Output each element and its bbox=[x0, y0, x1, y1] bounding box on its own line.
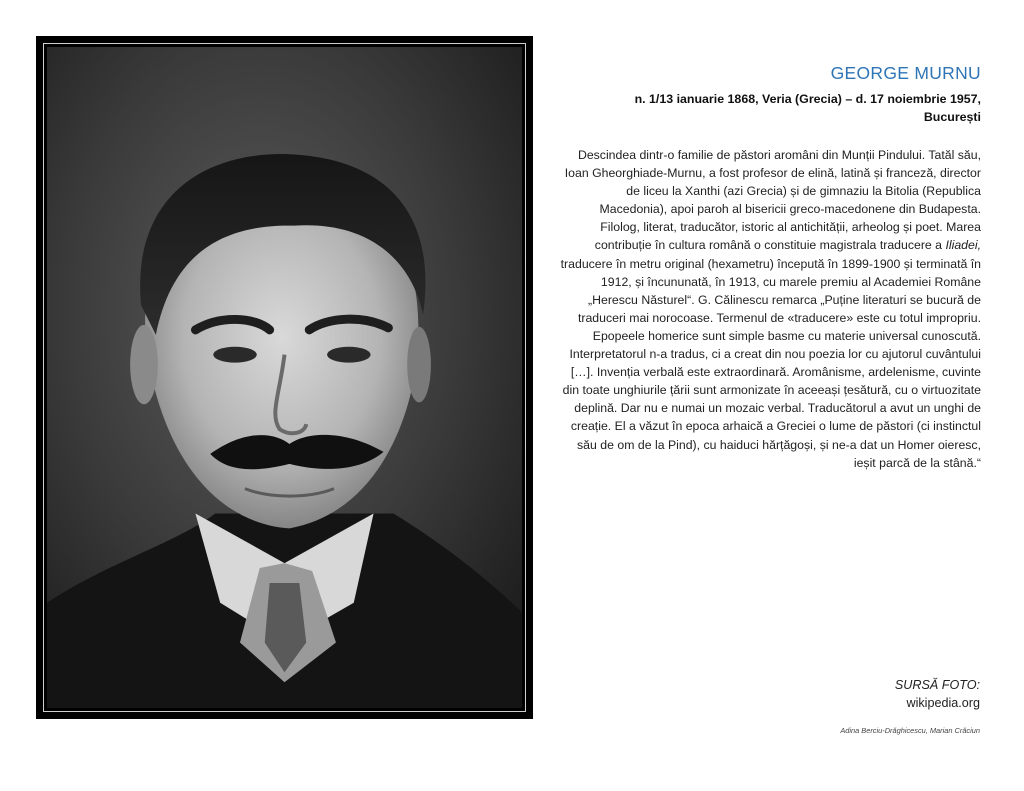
biography-column bbox=[560, 62, 981, 472]
photo-source bbox=[895, 676, 980, 712]
biography-italic-title: Iliadei, bbox=[945, 238, 981, 253]
photo-source-value: wikipedia.org bbox=[906, 696, 980, 710]
photo-source-label: SURSĂ FOTO: bbox=[894, 678, 980, 692]
person-dates bbox=[560, 90, 981, 126]
portrait-photo-frame bbox=[36, 36, 533, 719]
portrait-photo bbox=[43, 43, 526, 712]
portrait-illustration bbox=[47, 47, 522, 708]
person-name: GEORGE MURNU bbox=[830, 63, 981, 83]
dates-line-2: București bbox=[923, 110, 981, 124]
biography-part-2: traducere în metru original (hexametru) începută în 1899-1900 și terminată în 1912, și încununată, în 1913, cu marele premiu al Academiei Române „Herescu Năsturel“. G. Călinescu remarca „Puține literaturi se bucură de traduceri mai norocoase. Termenul de «traducere» este cu totul impropriu. Epopeele homerice sunt simple basme cu materie universal cunoscută. Interpretatorul n-a tradus, ci a creat din nou poezia lor cu ajutorul cuvântului […]. Invenția verbală este extraordinară. Aromânisme, ardelenisme, cuvinte din toate unghiurile țării sunt armonizate în aceeași țesătură, cu o virtuozitate deplină. Dar nu e numai un mozaic verbal. Traducătorul a avut un unghi de creație. El a văzut în epoca arhaică a Greciei o lume de păstori (ci instinctul său de om de la Pind), cu haiduci hărțăgoși, și ne-a dat un Homer oieresc, ieșit parcă de la stână.“ bbox=[560, 256, 981, 470]
biography-part-1: Descindea dintr-o familie de păstori aromâni din Munții Pindului. Tatăl său, Ioan Gheorghiade-Murnu, a fost profesor de elină, latină și franceză, director de liceu la Xanthi (azi Grecia) și de gimnaziu la Bitolia (Republica Macedonia), apoi paroh al bisericii greco-macedonene din Budapesta. Filolog, literat, traducător, istoric al antichității, arheolog și poet. Marea contribuție în cultura română o constituie magistrala traducere a bbox=[564, 148, 981, 253]
dates-line-1: n. 1/13 ianuarie 1868, Veria (Grecia) – d. 17 noiembrie 1957, bbox=[634, 92, 981, 106]
biography-text bbox=[560, 146, 981, 472]
author-credits: Adina Berciu-Drăghicescu, Marian Crăciun bbox=[840, 726, 980, 735]
